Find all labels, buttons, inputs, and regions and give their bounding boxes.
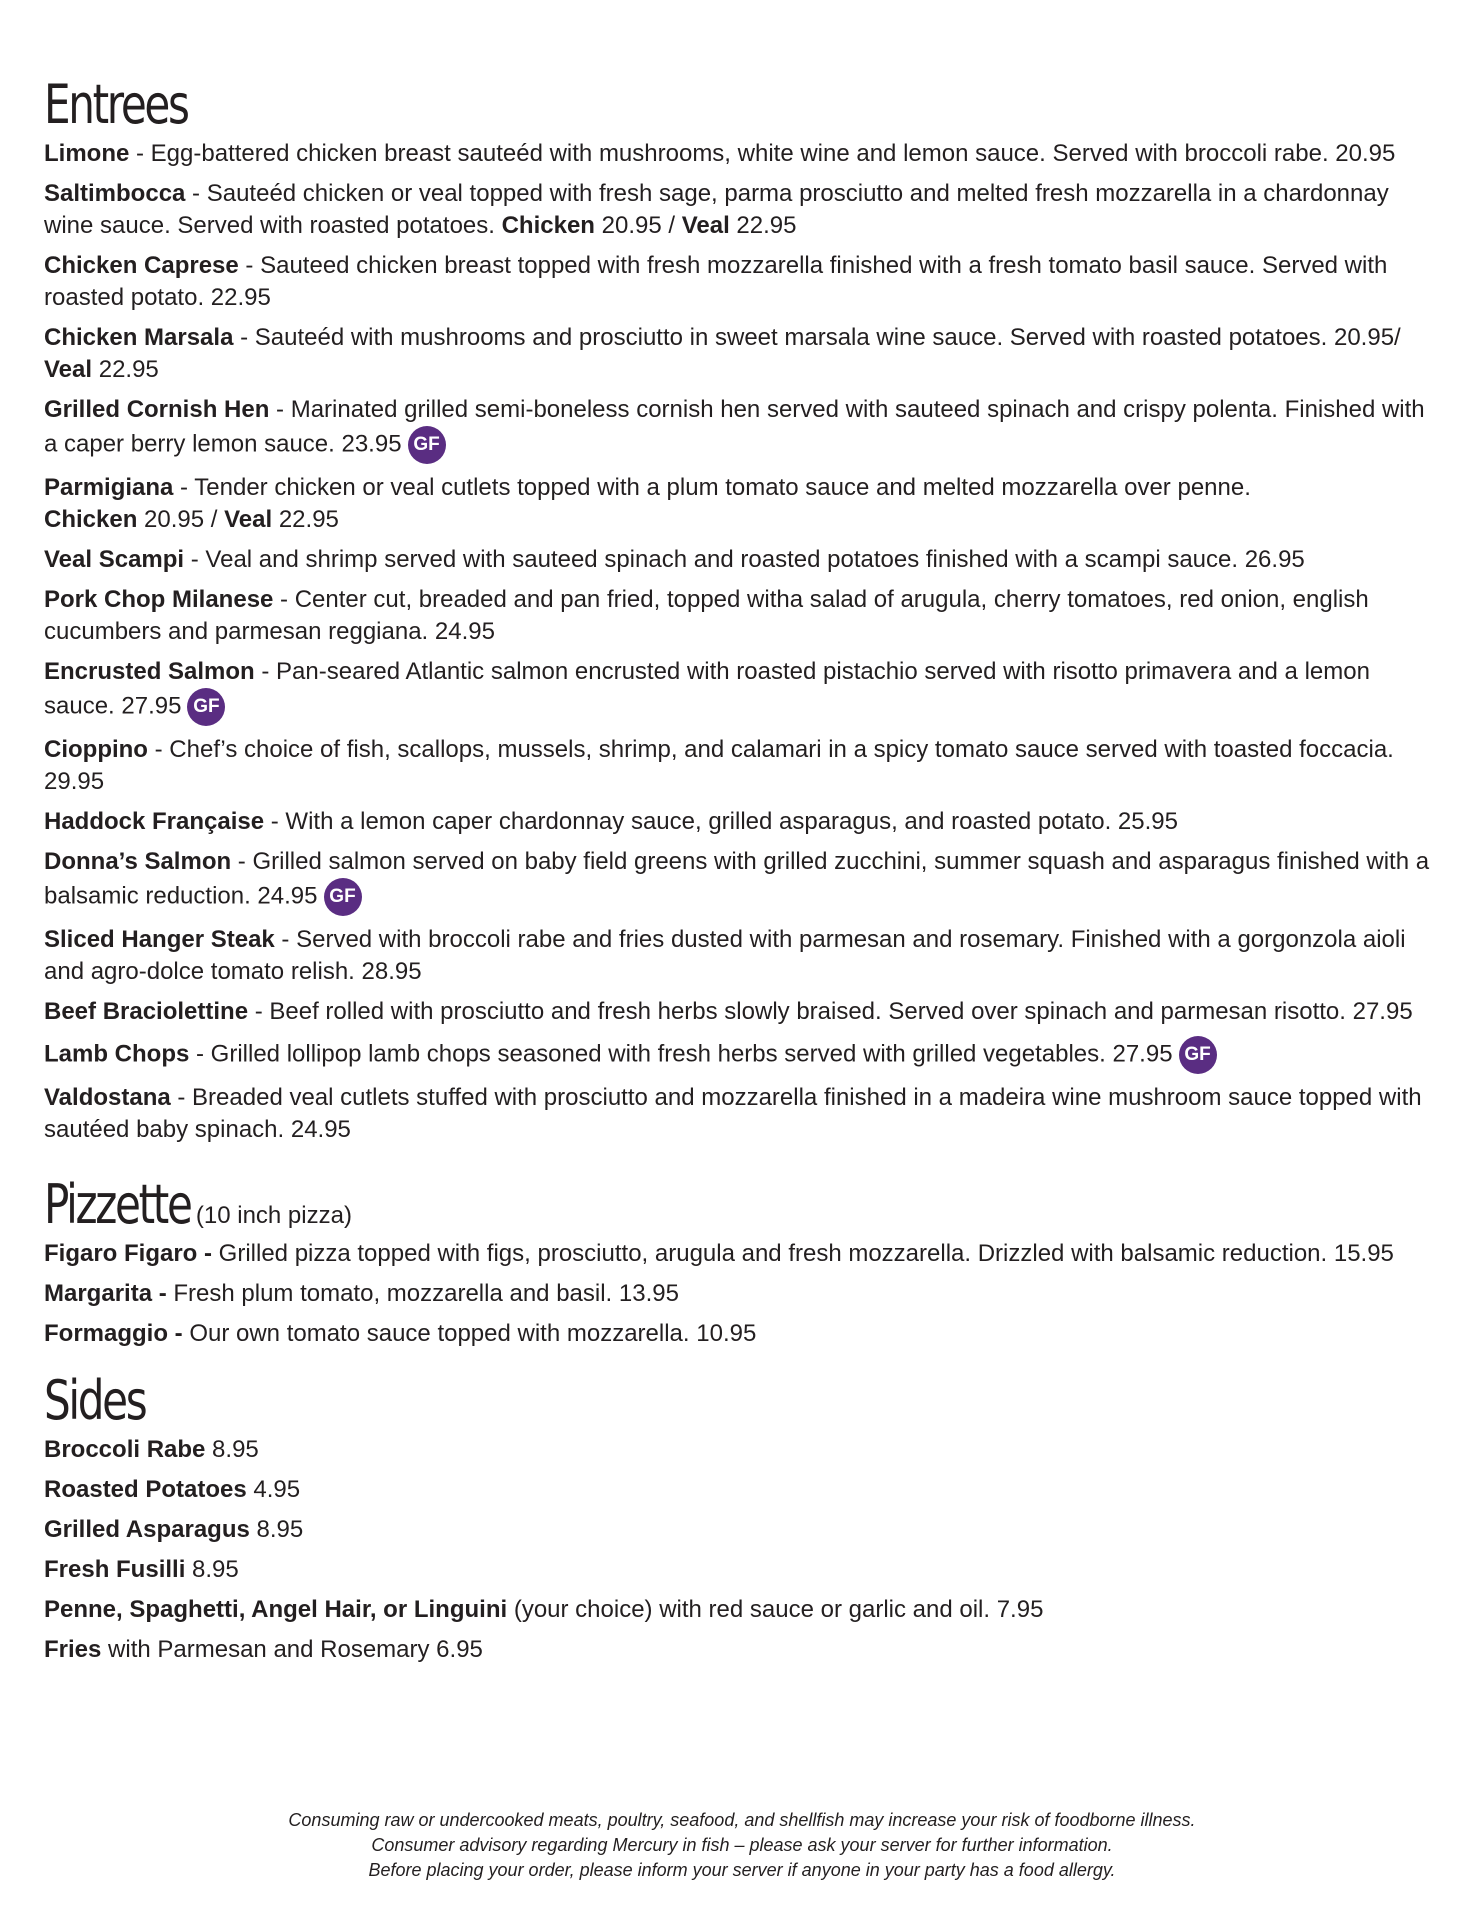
item-name: Sliced Hanger Steak — [44, 926, 275, 953]
pizzette-subtitle: (10 inch pizza) — [195, 1202, 352, 1229]
item-desc: - Breaded veal cutlets stuffed with prosciutto and mozzarella finished in a madeira wine mushroom sauce topped with sautéed baby spinach. 24.95 — [44, 1084, 1422, 1143]
item-option: Veal — [681, 212, 730, 239]
item-name: Beef Braciolettine — [44, 998, 249, 1025]
pizzette-title: Pizzette — [44, 1173, 191, 1236]
menu-item-encrusted-salmon — [44, 656, 1444, 726]
menu-item-figaro-figaro — [44, 1238, 1444, 1270]
item-name: Figaro Figaro - — [44, 1240, 212, 1267]
menu-item-sliced-hanger-steak — [44, 924, 1444, 988]
item-desc: - Tender chicken or veal cutlets topped with a plum tomato sauce and melted mozzarella over penne. — [173, 474, 1251, 501]
entrees-title: Entrees — [44, 73, 188, 136]
menu-item-margarita — [44, 1278, 1444, 1310]
item-option: Chicken — [501, 212, 595, 239]
item-name: Fresh Fusilli — [44, 1556, 186, 1583]
item-desc: - Sauteed chicken breast topped with fresh mozzarella finished with a fresh tomato basil sauce. Served with roasted potato. 22.95 — [44, 252, 1388, 311]
menu-item-chicken-caprese — [44, 250, 1444, 314]
menu-item-parmigiana — [44, 472, 1444, 536]
item-desc: - Veal and shrimp served with sauteed spinach and roasted potatoes finished with a scampi sauce. 26.95 — [184, 546, 1305, 573]
item-name: Penne, Spaghetti, Angel Hair, or Linguini — [44, 1596, 508, 1623]
item-option: Veal — [224, 506, 273, 533]
gluten-free-badge: GF — [1179, 1036, 1217, 1074]
item-price: 22.95 — [729, 212, 797, 239]
menu-item-fresh-fusilli — [44, 1554, 1444, 1586]
item-price: 20.95 / — [594, 212, 682, 239]
item-name: Cioppino — [44, 736, 148, 763]
menu-item-grilled-cornish-hen — [44, 394, 1444, 464]
menu-item-lamb-chops — [44, 1036, 1444, 1074]
menu-item-broccoli-rabe — [44, 1434, 1444, 1466]
advisory-line-3: Before placing your order, please inform your server if anyone in your party has a food allergy. — [368, 1860, 1116, 1880]
item-name: Valdostana — [44, 1084, 171, 1111]
item-desc: - Pan-seared Atlantic salmon encrusted with roasted pistachio served with risotto primavera and a lemon sauce. 27.95 — [44, 658, 1370, 720]
item-desc: (your choice) with red sauce or garlic and oil. 7.95 — [507, 1596, 1044, 1623]
gluten-free-badge: GF — [187, 688, 225, 726]
item-desc: - Beef rolled with prosciutto and fresh herbs slowly braised. Served over spinach and parmesan risotto. 27.95 — [248, 998, 1413, 1025]
item-desc: - Grilled salmon served on baby field greens with grilled zucchini, summer squash and asparagus finished with a balsamic reduction. 24.95 — [44, 848, 1430, 910]
item-price: 4.95 — [246, 1476, 301, 1503]
item-name: Parmigiana — [44, 474, 174, 501]
item-price: 22.95 — [272, 506, 339, 533]
menu-item-beef-braciolettine — [44, 996, 1444, 1028]
menu-item-pasta-choice — [44, 1594, 1444, 1626]
menu-item-cioppino — [44, 734, 1444, 798]
sides-title: Sides — [44, 1369, 146, 1432]
gluten-free-badge: GF — [324, 878, 362, 916]
item-desc: - Sauteéd chicken or veal topped with fresh sage, parma prosciutto and melted fresh mozzarella in a chardonnay wine sauce. Served with roasted potatoes. — [44, 180, 1389, 239]
consumer-advisory — [0, 1808, 1484, 1883]
item-price: 20.95 / — [137, 506, 225, 533]
menu-item-formaggio — [44, 1318, 1444, 1350]
item-price: 8.95 — [249, 1516, 304, 1543]
menu-item-haddock-francaise — [44, 806, 1444, 838]
menu-item-valdostana — [44, 1082, 1444, 1146]
item-desc: with Parmesan and Rosemary 6.95 — [101, 1636, 483, 1663]
item-desc: - Egg-battered chicken breast sauteéd with mushrooms, white wine and lemon sauce. Served with broccoli rabe. 20.95 — [129, 140, 1396, 167]
menu-item-pork-chop-milanese — [44, 584, 1444, 648]
item-option: Chicken — [44, 506, 138, 533]
item-desc: - Center cut, breaded and pan fried, topped witha salad of arugula, cherry tomatoes, red onion, english cucumbers and parmesan reggiana. 24.95 — [44, 586, 1369, 645]
sides-section — [44, 1370, 1444, 1666]
item-desc: Fresh plum tomato, mozzarella and basil. 13.95 — [166, 1280, 679, 1307]
item-desc: Our own tomato sauce topped with mozzarella. 10.95 — [182, 1320, 757, 1347]
item-name: Lamb Chops — [44, 1040, 190, 1068]
item-name: Veal Scampi — [44, 546, 185, 573]
menu-item-chicken-marsala — [44, 322, 1444, 386]
menu-item-fries — [44, 1634, 1444, 1666]
menu-item-saltimbocca — [44, 178, 1444, 242]
advisory-line-1: Consuming raw or undercooked meats, poultry, seafood, and shellfish may increase your risk of foodborne illness. — [288, 1810, 1196, 1830]
item-name: Grilled Asparagus — [44, 1516, 250, 1543]
menu-item-donnas-salmon — [44, 846, 1444, 916]
item-option: Veal — [44, 356, 93, 383]
item-name: Grilled Cornish Hen — [44, 396, 270, 423]
item-price: 22.95 — [92, 356, 159, 383]
item-name: Roasted Potatoes — [44, 1476, 247, 1503]
item-desc: Grilled pizza topped with figs, prosciutto, arugula and fresh mozzarella. Drizzled with balsamic reduction. 15.95 — [212, 1240, 1394, 1267]
gluten-free-badge: GF — [408, 426, 446, 464]
item-name: Chicken Caprese — [44, 252, 239, 279]
item-desc: - Served with broccoli rabe and fries dusted with parmesan and rosemary. Finished with a gorgonzola aioli and agro-dolce tomato relish. 28.95 — [44, 926, 1406, 985]
item-name: Chicken Marsala — [44, 324, 234, 351]
item-desc: - Marinated grilled semi-boneless cornish hen served with sauteed spinach and crispy polenta. Finished with a caper berry lemon sauce. 23.95 — [44, 396, 1425, 458]
item-name: Donna’s Salmon — [44, 848, 232, 875]
menu-item-limone — [44, 138, 1444, 170]
advisory-line-2: Consumer advisory regarding Mercury in fish – please ask your server for further information. — [371, 1835, 1113, 1855]
item-name: Formaggio - — [44, 1320, 183, 1347]
item-desc: - Chef’s choice of fish, scallops, mussels, shrimp, and calamari in a spicy tomato sauce served with toasted foccacia. 29.95 — [44, 736, 1394, 795]
menu-item-veal-scampi — [44, 544, 1444, 576]
item-name: Haddock Française — [44, 808, 265, 835]
menu-item-roasted-potatoes — [44, 1474, 1444, 1506]
item-desc: - Grilled lollipop lamb chops seasoned with fresh herbs served with grilled vegetables. 27.95 — [189, 1040, 1173, 1068]
item-name: Broccoli Rabe — [44, 1436, 206, 1463]
item-desc: - Sauteéd with mushrooms and prosciutto in sweet marsala wine sauce. Served with roasted potatoes. 20.95/ — [233, 324, 1401, 351]
item-name: Margarita - — [44, 1280, 167, 1307]
item-price: 8.95 — [185, 1556, 239, 1583]
pizzette-section — [44, 1174, 1444, 1350]
menu-item-grilled-asparagus — [44, 1514, 1444, 1546]
entrees-section — [44, 74, 1444, 1146]
item-name: Limone — [44, 140, 130, 167]
item-name: Pork Chop Milanese — [44, 586, 274, 613]
item-name: Fries — [44, 1636, 102, 1663]
item-name: Saltimbocca — [44, 180, 186, 207]
menu-page — [44, 72, 1444, 1674]
item-name: Encrusted Salmon — [44, 658, 255, 685]
item-desc: - With a lemon caper chardonnay sauce, grilled asparagus, and roasted potato. 25.95 — [264, 808, 1178, 835]
item-price: 8.95 — [205, 1436, 259, 1463]
